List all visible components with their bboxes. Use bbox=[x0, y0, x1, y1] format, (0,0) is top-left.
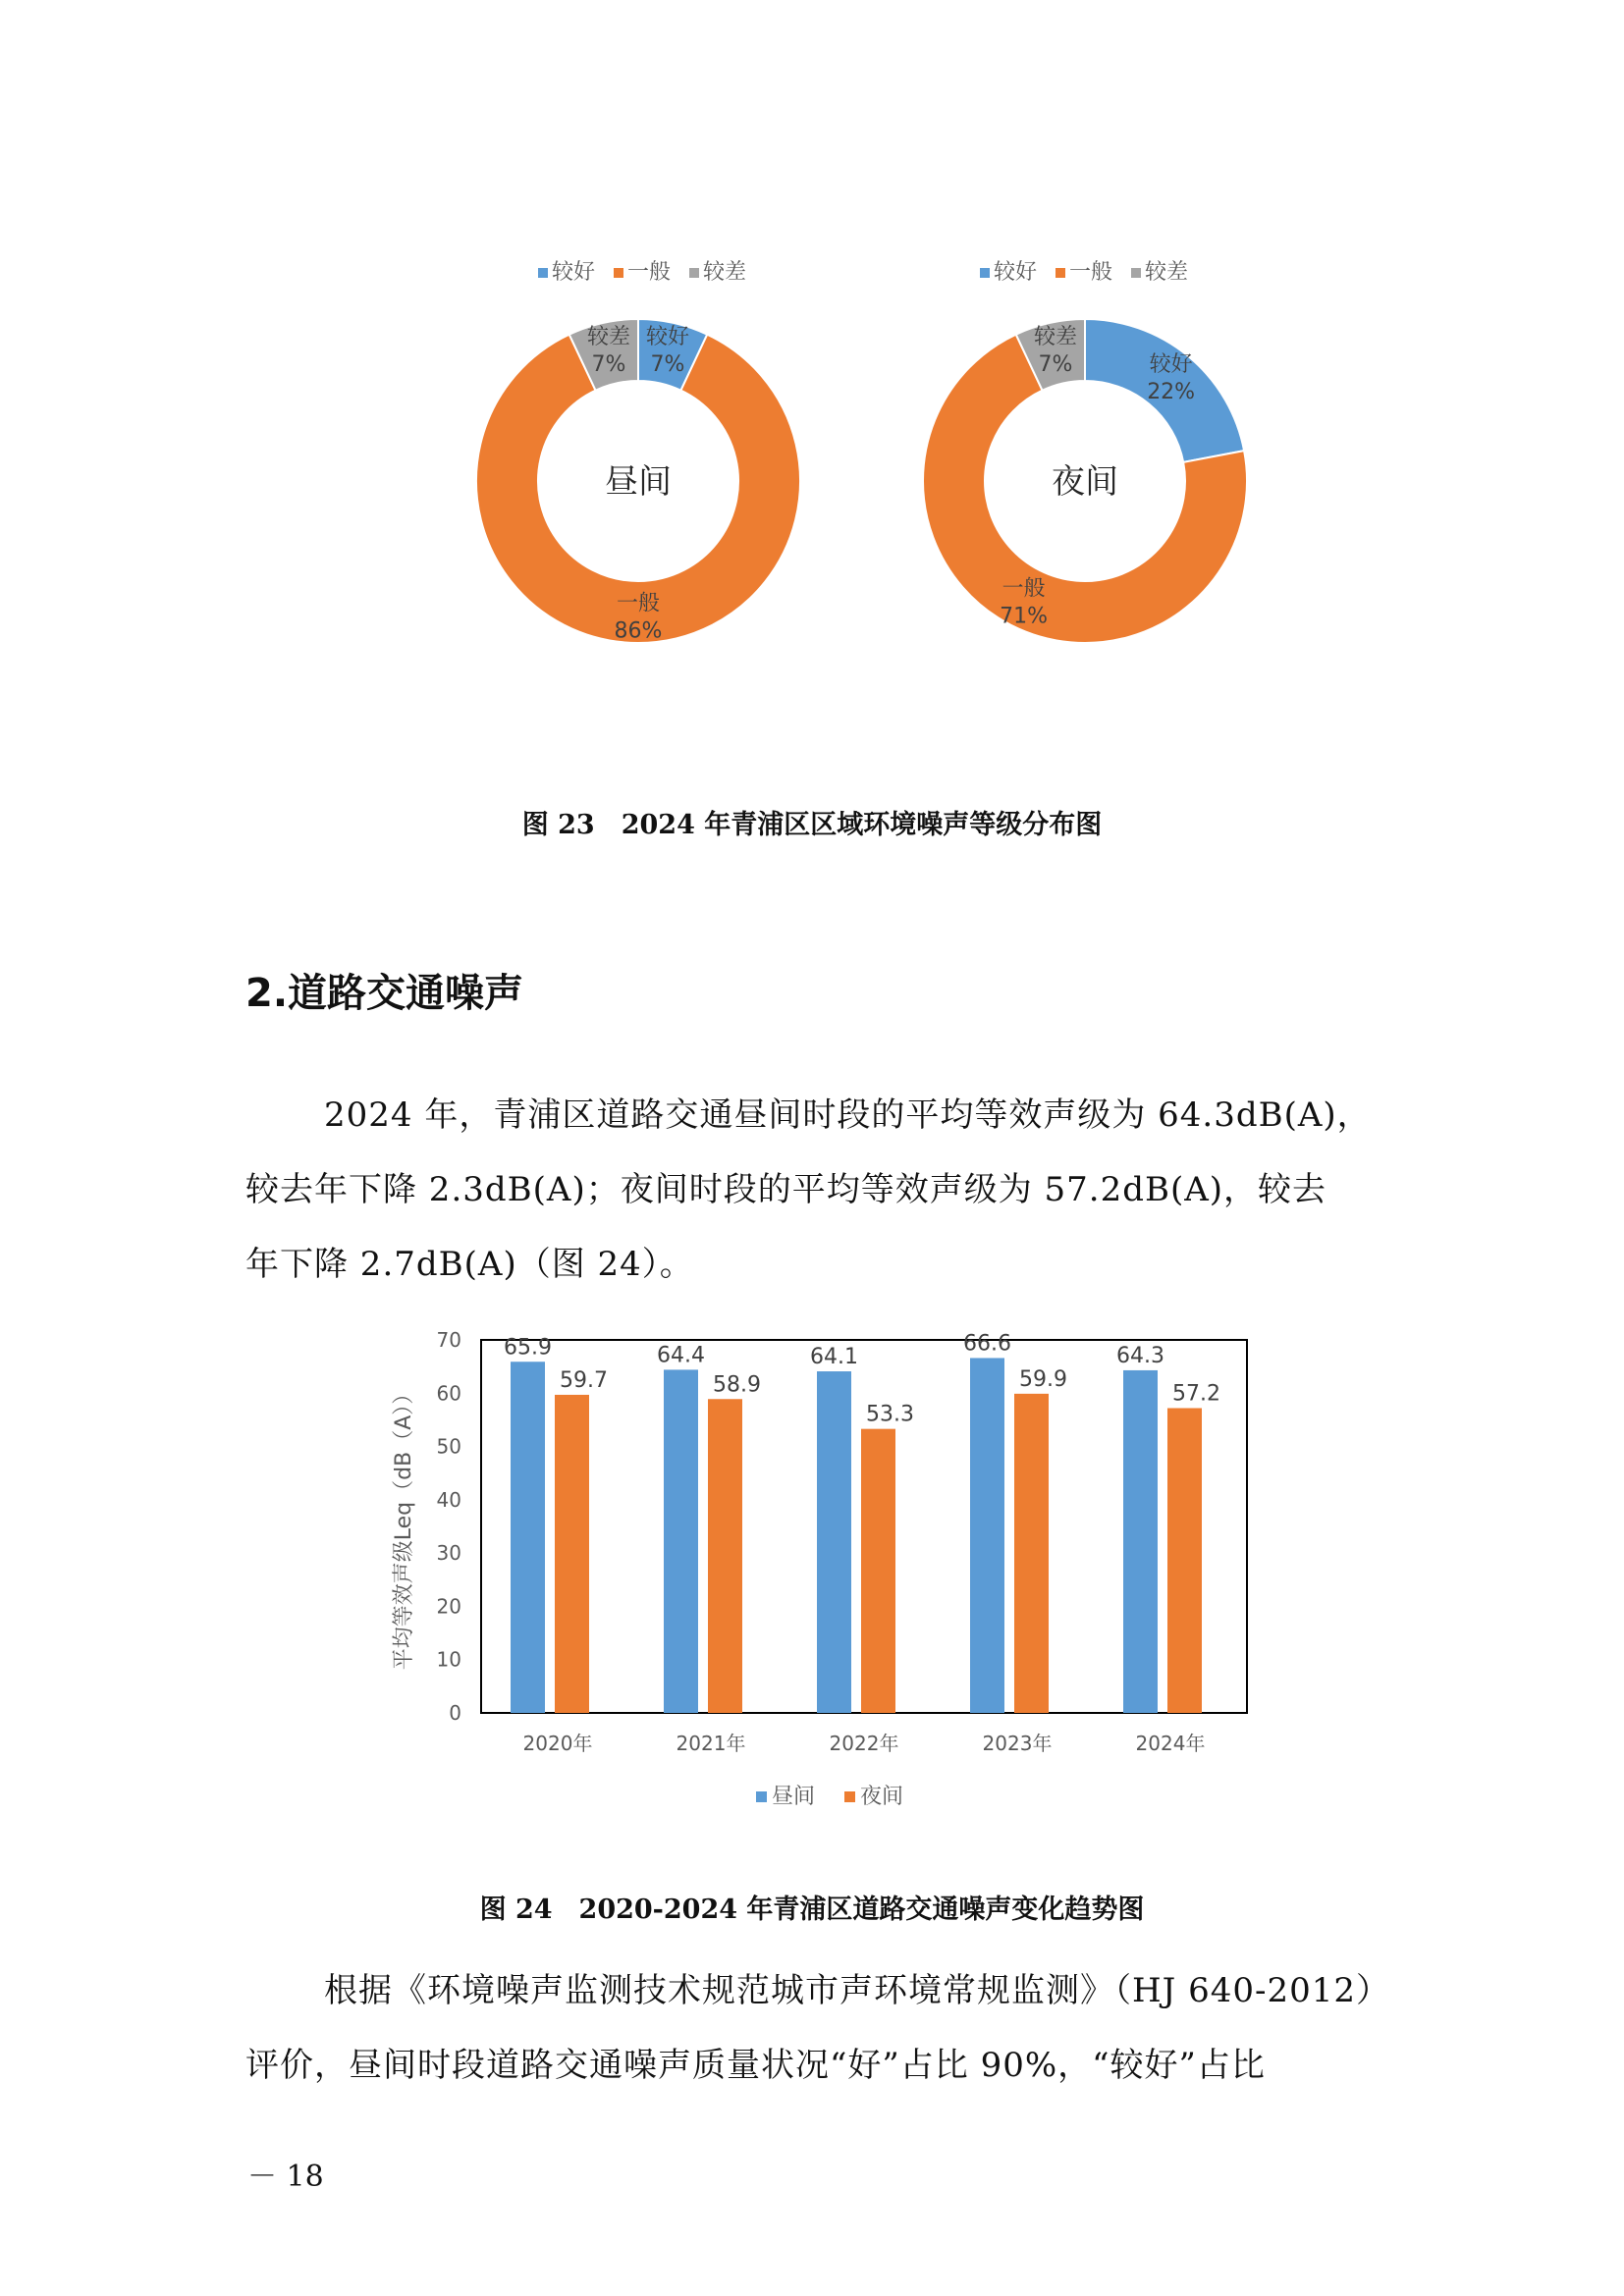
donut-slice-value: 22% bbox=[1147, 380, 1196, 405]
paragraph-line: 评价，昼间时段道路交通噪声质量状况“好”占比 90%，“较好”占比 bbox=[245, 2046, 1266, 2085]
donut-legend-day bbox=[538, 255, 758, 286]
legend-label-good: 较好 bbox=[994, 260, 1038, 285]
y-tick-label: 50 bbox=[436, 1434, 461, 1459]
bar-昼间-2021年 bbox=[664, 1369, 698, 1713]
paragraph-evaluation bbox=[245, 1953, 1390, 2103]
bar-data-label: 64.3 bbox=[1116, 1343, 1164, 1368]
bar-data-label: 65.9 bbox=[504, 1335, 552, 1361]
legend-swatch-poor bbox=[689, 268, 699, 278]
y-tick-label: 30 bbox=[436, 1541, 461, 1566]
legend-label-good: 较好 bbox=[552, 260, 596, 285]
bar-夜间-2020年 bbox=[555, 1395, 589, 1713]
y-tick-label: 40 bbox=[436, 1487, 461, 1512]
bar-data-label: 58.9 bbox=[713, 1372, 761, 1398]
donut-slice-value: 7% bbox=[1038, 351, 1073, 377]
legend-swatch-poor bbox=[1131, 268, 1141, 278]
bar-data-label: 59.7 bbox=[560, 1367, 608, 1393]
bar-夜间-2021年 bbox=[708, 1399, 742, 1713]
donut-chart-day bbox=[461, 304, 815, 658]
bar-夜间-2023年 bbox=[1014, 1394, 1049, 1713]
paragraph-line: 较去年下降 2.3dB(A)；夜间时段的平均等效声级为 57.2dB(A)，较去 bbox=[245, 1170, 1327, 1209]
paragraph-line: 2024 年，青浦区道路交通昼间时段的平均等效声级为 64.3dB(A)， bbox=[324, 1095, 1372, 1135]
legend-item-good bbox=[980, 260, 1037, 285]
donut-legend-night bbox=[980, 255, 1200, 286]
legend-label-average: 一般 bbox=[627, 260, 672, 285]
y-tick-label: 10 bbox=[436, 1647, 461, 1672]
bar-夜间-2022年 bbox=[861, 1429, 895, 1713]
y-tick-label: 70 bbox=[436, 1328, 461, 1352]
bar-昼间-2023年 bbox=[970, 1358, 1004, 1713]
legend-item-good bbox=[538, 260, 595, 285]
paragraph-road-noise bbox=[245, 1078, 1384, 1302]
bar-昼间-2022年 bbox=[817, 1371, 851, 1713]
paragraph-line: 根据《环境噪声监测技术规范城市声环境常规监测》（HJ 640-2012） bbox=[324, 1971, 1390, 2010]
legend-swatch-average bbox=[1056, 268, 1065, 278]
bar-data-label: 57.2 bbox=[1172, 1381, 1220, 1407]
donut-center-title: 昼间 bbox=[605, 462, 672, 502]
bar-data-label: 53.3 bbox=[866, 1402, 914, 1427]
bar-legend-label: 夜间 bbox=[860, 1785, 904, 1809]
donut-slice-value: 86% bbox=[614, 618, 663, 644]
donut-slice-label: 一般 bbox=[1001, 576, 1046, 602]
y-tick-label: 0 bbox=[449, 1701, 461, 1725]
bar-昼间-2024年 bbox=[1123, 1370, 1158, 1713]
bar-chart-road-noise bbox=[383, 1315, 1286, 1836]
bar-data-label: 64.4 bbox=[657, 1343, 705, 1368]
bar-legend-swatch bbox=[756, 1791, 767, 1802]
y-tick-label: 60 bbox=[436, 1381, 461, 1406]
legend-swatch-good bbox=[980, 268, 990, 278]
legend-item-average bbox=[1056, 260, 1112, 285]
y-tick-label: 20 bbox=[436, 1594, 461, 1619]
donut-slice-label: 较差 bbox=[586, 324, 631, 349]
legend-label-poor: 较差 bbox=[1145, 260, 1189, 285]
donut-slice-label: 较好 bbox=[645, 324, 690, 349]
x-tick-label: 2021年 bbox=[676, 1732, 746, 1755]
donut-center-title: 夜间 bbox=[1052, 462, 1118, 502]
donut-slice-label: 较好 bbox=[1149, 352, 1193, 378]
donut-slice-label: 一般 bbox=[616, 591, 661, 616]
legend-swatch-good bbox=[538, 268, 548, 278]
bar-data-label: 66.6 bbox=[963, 1331, 1011, 1357]
figure-24-caption: 图 24 2020-2024 年青浦区道路交通噪声变化趋势图 bbox=[479, 1895, 1145, 1925]
x-tick-label: 2023年 bbox=[982, 1732, 1053, 1755]
legend-item-poor bbox=[689, 260, 746, 285]
donut-chart-night bbox=[908, 304, 1262, 658]
legend-label-average: 一般 bbox=[1069, 260, 1113, 285]
donut-slice-label: 较差 bbox=[1033, 324, 1078, 349]
bar-data-label: 59.9 bbox=[1019, 1366, 1067, 1392]
bar-legend-label: 昼间 bbox=[772, 1785, 816, 1809]
page-number: － 18 bbox=[247, 2160, 324, 2194]
paragraph-line: 年下降 2.7dB(A)（图 24）。 bbox=[245, 1245, 694, 1284]
bar-data-label: 64.1 bbox=[810, 1345, 858, 1370]
section-heading: 2.道路交通噪声 bbox=[245, 971, 524, 1016]
x-tick-label: 2024年 bbox=[1135, 1732, 1206, 1755]
y-axis-label: 平均等效声级Leq（dB（A）） bbox=[392, 1382, 416, 1671]
legend-swatch-average bbox=[614, 268, 623, 278]
bar-夜间-2024年 bbox=[1167, 1408, 1202, 1713]
figure-23-caption: 图 23 2024 年青浦区区域环境噪声等级分布图 bbox=[521, 810, 1103, 840]
legend-label-poor: 较差 bbox=[703, 260, 747, 285]
legend-item-poor bbox=[1131, 260, 1188, 285]
bar-昼间-2020年 bbox=[511, 1362, 545, 1713]
donut-slice-value: 71% bbox=[1000, 604, 1049, 629]
donut-slice-value: 7% bbox=[591, 351, 626, 377]
legend-item-average bbox=[614, 260, 671, 285]
donut-slice-value: 7% bbox=[650, 351, 685, 377]
x-tick-label: 2020年 bbox=[522, 1732, 593, 1755]
x-tick-label: 2022年 bbox=[829, 1732, 899, 1755]
bar-legend-swatch bbox=[844, 1791, 855, 1802]
